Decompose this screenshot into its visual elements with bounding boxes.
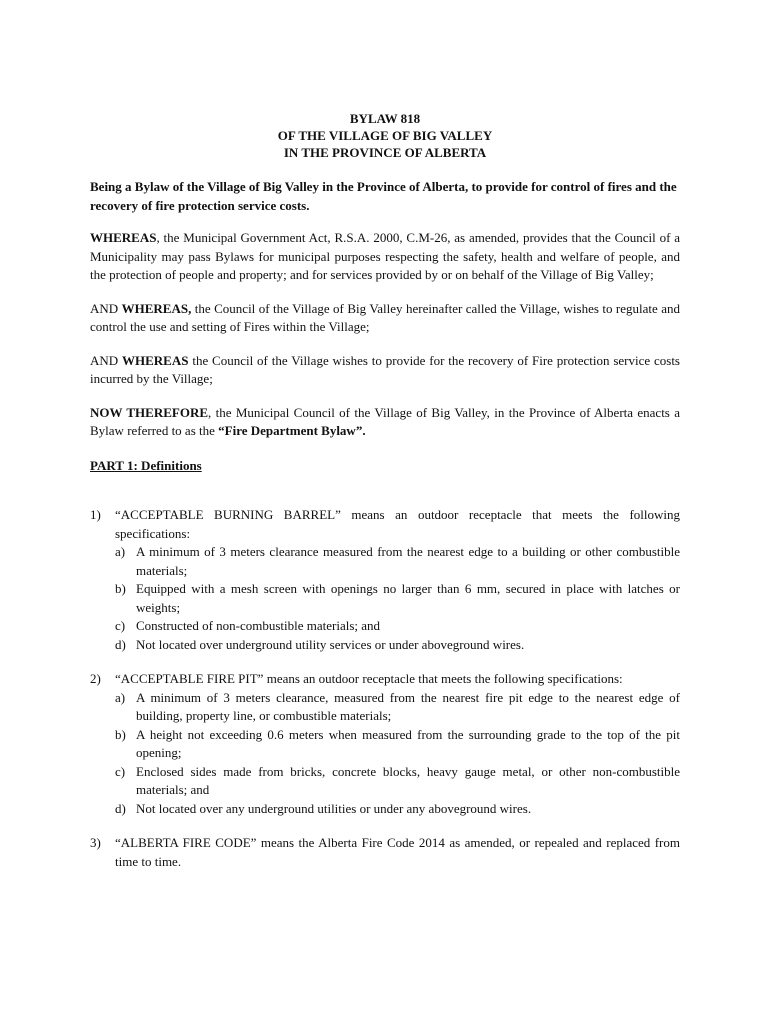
whereas-clause-2 — [90, 300, 680, 337]
sub-item-letter: d) — [115, 800, 126, 816]
whereas-text: , the Municipal Government Act, R.S.A. 2000, C.M-26, as amended, provides that the Council of a Municipality may pass Bylaws for municipal purposes respecting the safety, health and welfare of people, and the protection of people and property; and for services provided by or on behalf of the Village of Big Valley; — [90, 230, 680, 282]
definition-number: 3) — [90, 835, 101, 850]
sub-item — [115, 689, 680, 726]
definition-item — [90, 834, 680, 871]
sub-item-text: Not located over any underground utilities or under any aboveground wires. — [136, 800, 532, 816]
title-line-2: OF THE VILLAGE OF BIG VALLEY — [277, 128, 493, 143]
whereas-lead: WHEREAS, — [121, 300, 192, 316]
sub-item — [115, 800, 680, 819]
sub-item-letter: c) — [115, 763, 126, 779]
definition-text: “ALBERTA FIRE CODE” means the Alberta Fire Code 2014 as amended, or repealed and replaced from time to time. — [115, 835, 680, 869]
sub-item — [115, 580, 680, 617]
sub-item-text: Constructed of non-combustible materials; and — [136, 618, 381, 633]
sub-item-text: Not located over underground utility services or under aboveground wires. — [136, 636, 525, 652]
whereas-lead: WHEREAS — [122, 352, 189, 368]
definition-item — [90, 506, 680, 654]
definition-number: 1) — [90, 507, 101, 522]
sub-item-text: A minimum of 3 meters clearance measured from the nearest edge to a building or other combustible materials; — [136, 544, 680, 578]
sub-item — [115, 543, 680, 580]
whereas-text: the Council of the Village wishes to provide for the recovery of Fire protection service costs incurred by the Village; — [90, 352, 680, 386]
sub-item-letter: a) — [115, 689, 126, 705]
sub-item-letter: b) — [115, 726, 126, 742]
definition-number: 2) — [90, 671, 101, 686]
bylaw-title — [90, 110, 680, 161]
sub-item — [115, 763, 680, 800]
definition-sublist — [115, 543, 680, 654]
sub-item-letter: c) — [115, 618, 126, 633]
sub-item-letter: b) — [115, 581, 126, 596]
now-therefore-clause — [90, 404, 680, 441]
sub-item — [115, 726, 680, 763]
whereas-lead: WHEREAS — [90, 230, 157, 245]
definitions-list — [90, 506, 680, 871]
title-line-3: IN THE PROVINCE OF ALBERTA — [283, 145, 487, 160]
title-line-1: BYLAW 818 — [349, 111, 421, 126]
definition-item — [90, 670, 680, 818]
sub-item-text: A height not exceeding 0.6 meters when measured from the surrounding grade to the top of the pit opening; — [136, 726, 680, 760]
whereas-clause-1 — [90, 229, 680, 285]
now-therefore-lead: NOW THEREFORE — [90, 404, 209, 420]
sub-item-text: A minimum of 3 meters clearance, measured from the nearest fire pit edge to the nearest edge of building, property line, or combustible materials; — [136, 689, 680, 723]
definition-text: “ACCEPTABLE BURNING BARREL” means an outdoor receptacle that meets the following specifications: — [115, 507, 680, 541]
whereas-clause-3 — [90, 352, 680, 389]
whereas-text: the Council of the Village of Big Valley hereinafter called the Village, wishes to regulate and control the use and setting of Fires within the Village; — [90, 300, 680, 334]
bylaw-purpose: Being a Bylaw of the Village of Big Valley in the Province of Alberta, to provide for control of fires and the recovery of fire protection service costs. — [90, 179, 677, 213]
sub-item-letter: a) — [115, 544, 126, 559]
definition-sublist — [115, 689, 680, 819]
sub-item — [115, 636, 680, 655]
definition-text: “ACCEPTABLE FIRE PIT” means an outdoor receptacle that meets the following specifications: — [115, 671, 623, 686]
whereas-prefix: AND — [90, 352, 123, 368]
sub-item-text: Equipped with a mesh screen with openings no larger than 6 mm, secured in place with latches or weights; — [136, 581, 680, 615]
document-page — [90, 110, 680, 871]
sub-item — [115, 617, 680, 636]
part-heading: PART 1: Definitions — [90, 457, 202, 473]
bylaw-short-name: “Fire Department Bylaw”. — [218, 423, 366, 438]
now-therefore-text: , the Municipal Council of the Village of Big Valley, in the Province of Alberta enacts a Bylaw referred to as the — [90, 404, 680, 438]
whereas-prefix: AND — [90, 300, 122, 316]
sub-item-text: Enclosed sides made from bricks, concrete blocks, heavy gauge metal, or other non-combustible materials; and — [136, 763, 680, 797]
sub-item-letter: d) — [115, 636, 126, 652]
